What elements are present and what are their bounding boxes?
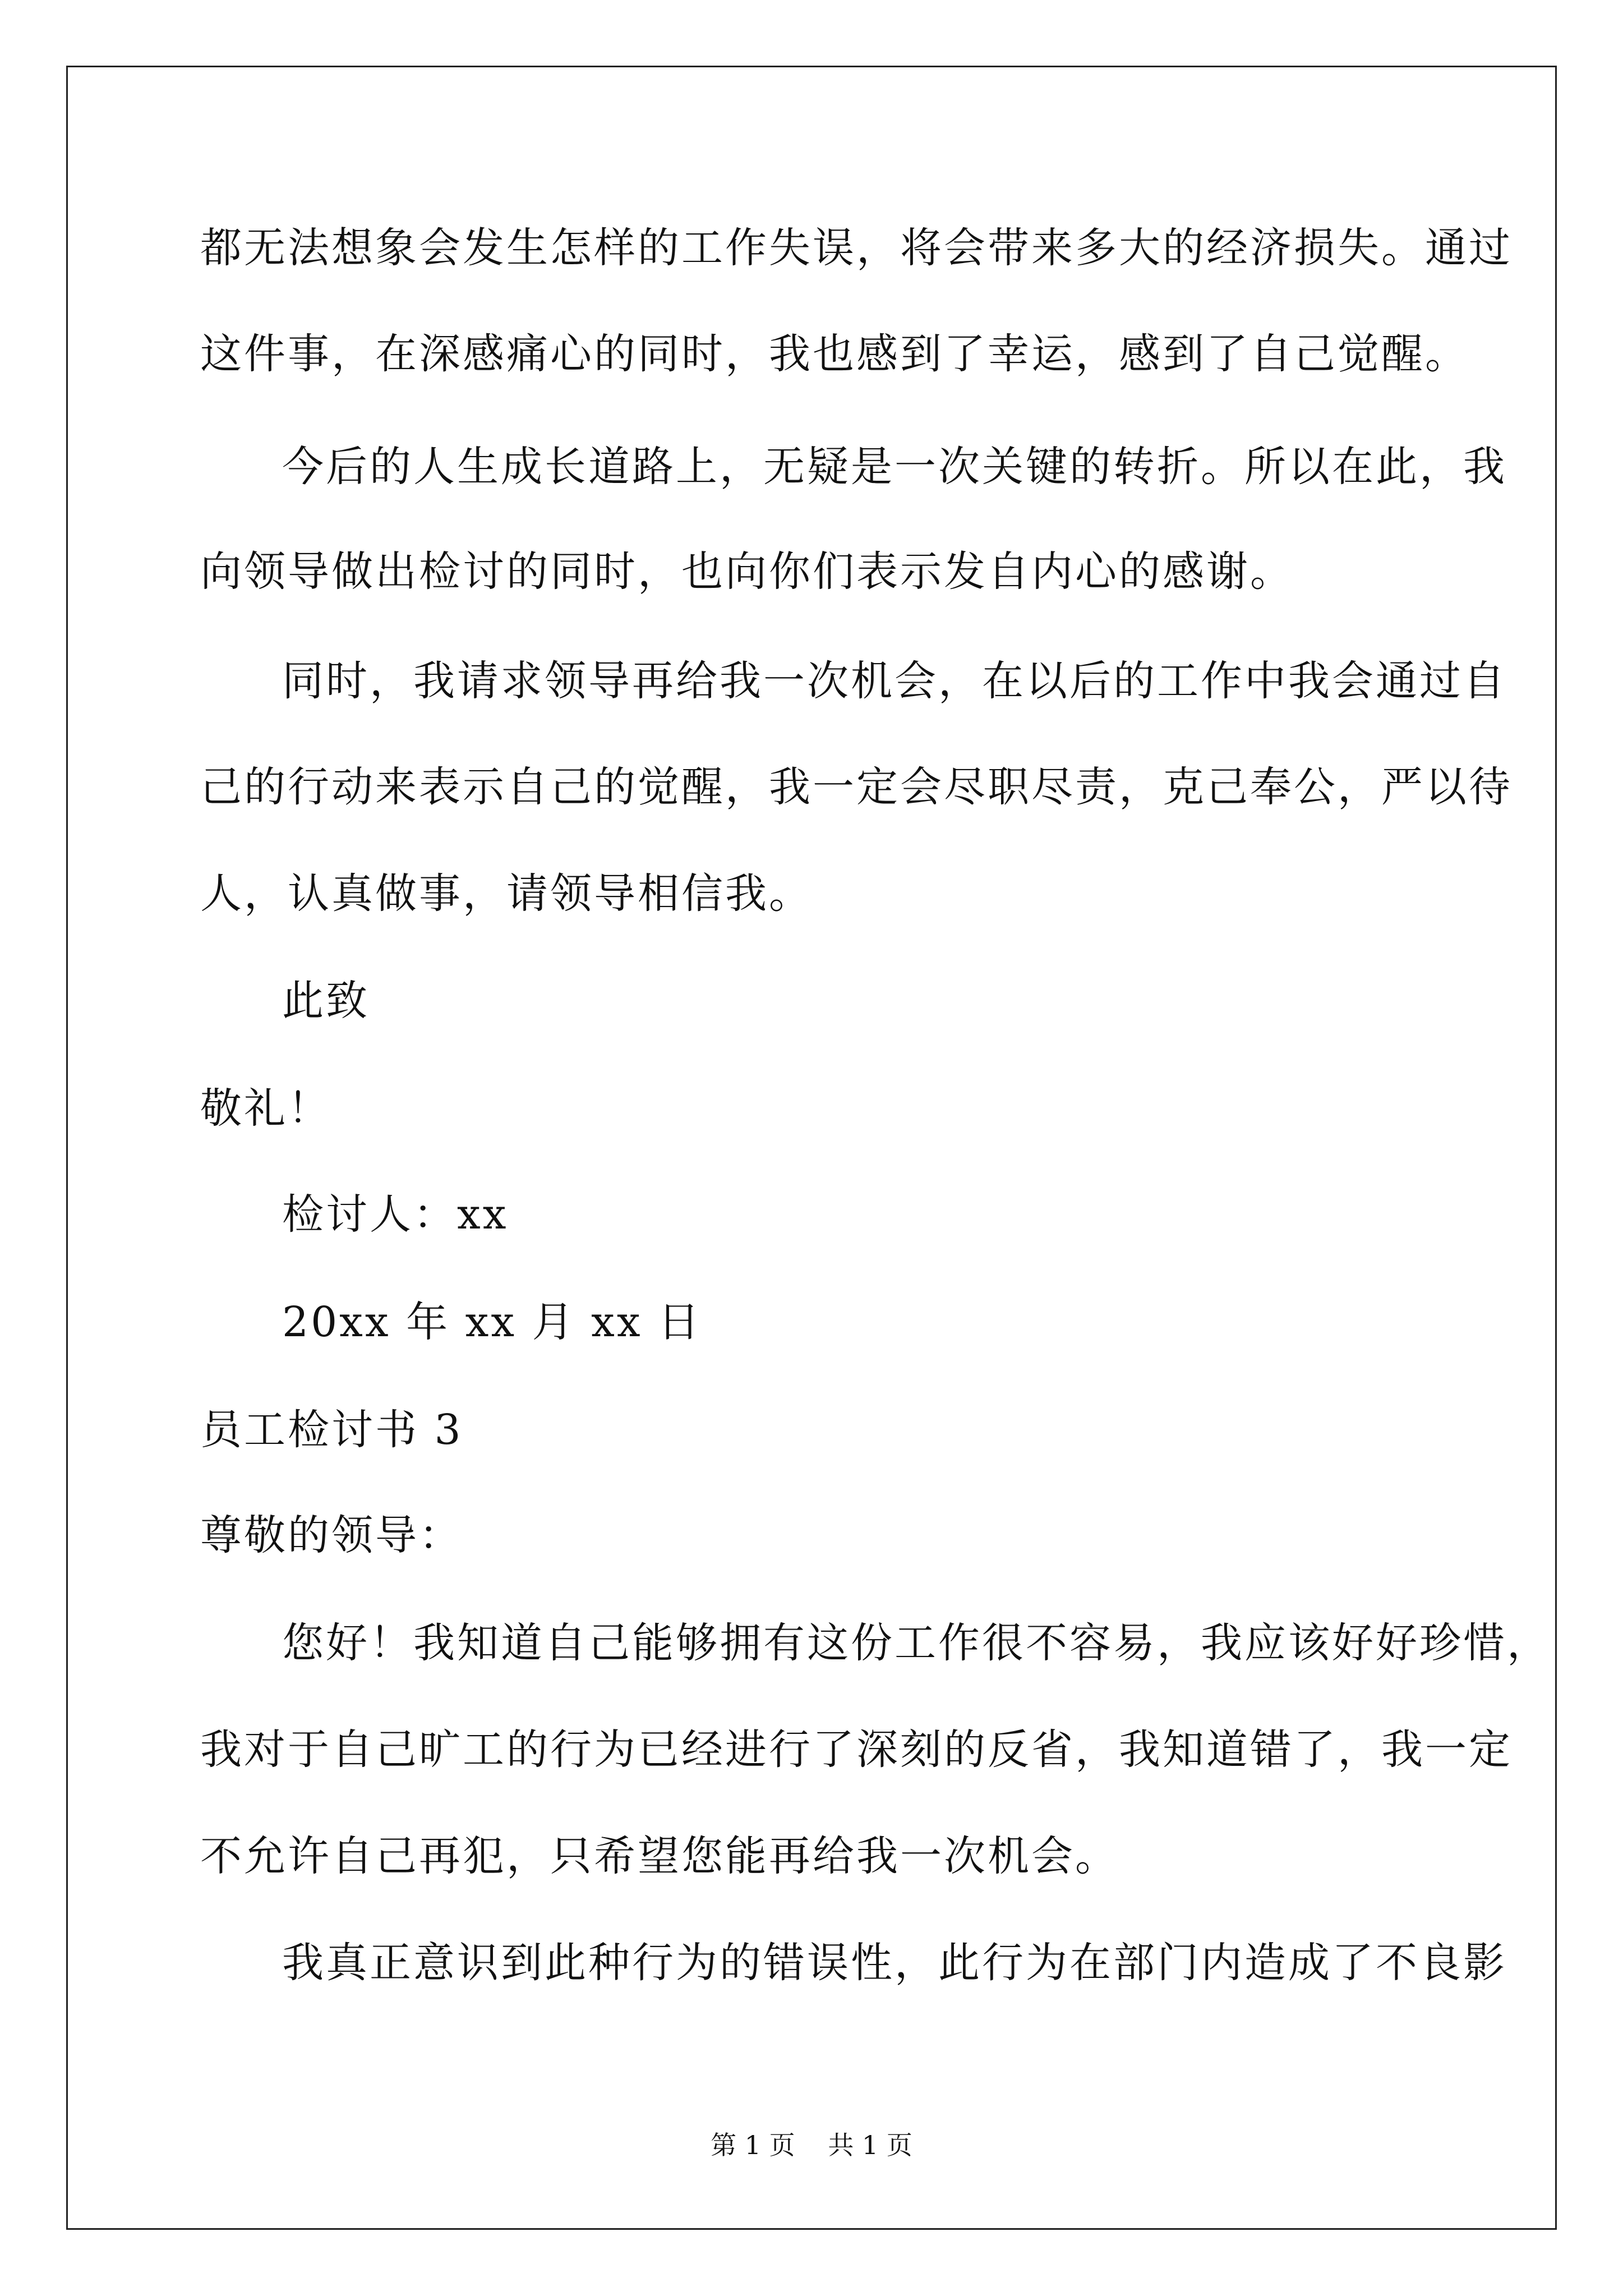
paragraph-line: 我对于自己旷工的行为已经进行了深刻的反省，我知道错了，我一定 [200,1726,1513,1774]
closing-salutation: 此致 [282,977,370,1025]
page-number: 第 1 页 [711,2130,795,2160]
paragraph-line: 向领导做出检讨的同时，也向你们表示发自内心的感谢。 [200,547,1294,596]
signature-date: 20xx 年 xx 月 xx 日 [282,1298,702,1346]
page-total: 共 1 页 [828,2130,912,2160]
paragraph-line: 己的行动来表示自己的觉醒，我一定会尽职尽责，克己奉公，严以待 [200,763,1513,811]
page-border [66,66,1557,2230]
paragraph-line: 这件事，在深感痛心的同时，我也感到了幸运，感到了自己觉醒。 [200,330,1469,378]
signer-name: 检讨人：xx [282,1190,509,1239]
section-title: 员工检讨书 3 [200,1406,463,1454]
paragraph-line: 人，认真做事，请领导相信我。 [200,869,813,918]
paragraph-line: 今后的人生成长道路上，无疑是一次关键的转折。所以在此，我 [282,443,1507,491]
paragraph-line: 不允许自己再犯，只希望您能再给我一次机会。 [200,1832,1119,1880]
page-footer [0,2132,1623,2158]
greeting: 尊敬的领导： [200,1511,463,1559]
paragraph-line: 您好！我知道自己能够拥有这份工作很不容易，我应该好好珍惜， [282,1619,1551,1667]
closing-regards: 敬礼！ [200,1084,331,1133]
paragraph-line: 都无法想象会发生怎样的工作失误，将会带来多大的经济损失。通过 [200,224,1513,272]
paragraph-line: 同时，我请求领导再给我一次机会，在以后的工作中我会通过自 [282,657,1507,705]
paragraph-line: 我真正意识到此种行为的错误性，此行为在部门内造成了不良影 [282,1939,1507,1987]
